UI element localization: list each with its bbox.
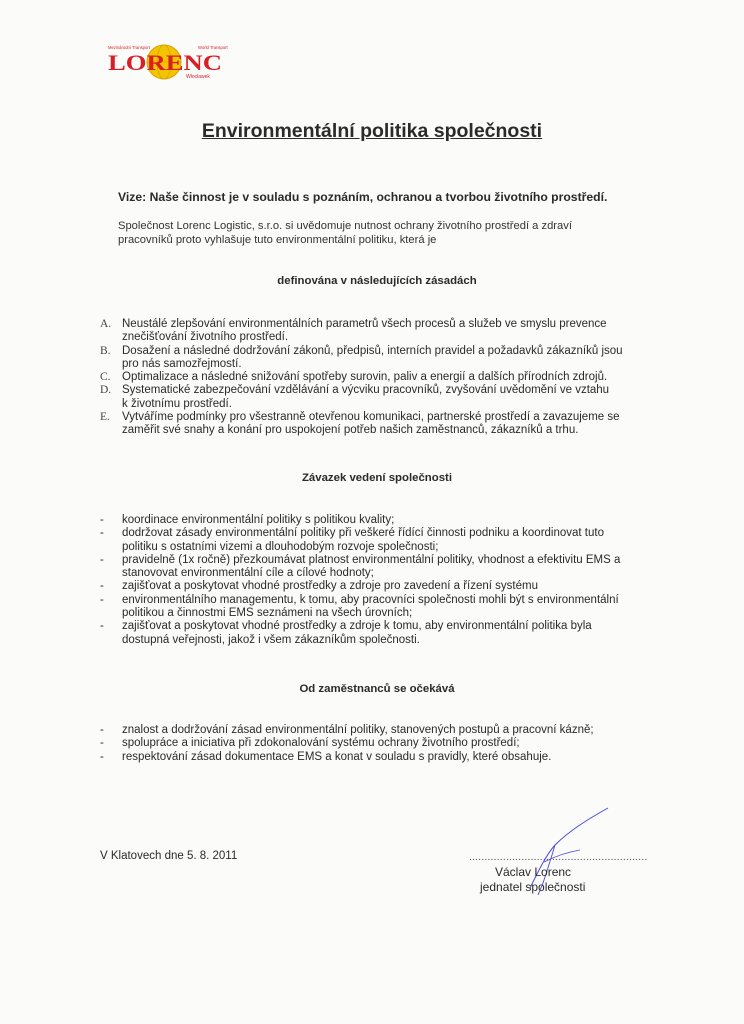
list-item-line: spolupráce a iniciativa při zdokonalování systému ochrany životního prostředí; <box>122 737 520 750</box>
logo-city: Włocławek <box>186 74 210 80</box>
list-marker: B. <box>100 344 111 357</box>
list-item-text <box>122 514 660 527</box>
signer-role: jednatel společnosti <box>480 880 586 894</box>
list-item-line: zaměřit své snahy a konání pro uspokojení potřeb našich zaměstnanců, zákazníků a trhu. <box>122 424 579 437</box>
intro-line: pracovníků proto vyhlašuje tuto environmentální politiku, která je <box>118 234 437 246</box>
list-item-line: znalost a dodržování zásad environmentální politiky, stanovených postupů a pracovní kázně; <box>122 724 594 736</box>
list-item-text <box>122 554 660 581</box>
list-item <box>100 384 660 411</box>
list-item-text <box>122 620 660 647</box>
document-title: Environmentální politika společnosti <box>201 120 543 142</box>
intro-line: Společnost Lorenc Logistic, s.r.o. si uvědomuje nutnost ochrany životního prostředí a zdraví <box>118 220 572 232</box>
logo-tag-left: Mezinárodní Transport <box>108 45 150 50</box>
section-heading-principles: definována v následujících zásadách <box>277 275 477 287</box>
list-item-text <box>122 751 660 764</box>
list-item-line: dodržovat zásady environmentální politiky při veškeré řídící činnosti podniku a koordinovat tuto <box>122 527 604 540</box>
list-item-text <box>122 371 660 384</box>
list-item <box>100 411 660 438</box>
list-item-text <box>122 580 660 593</box>
list-item <box>100 737 660 750</box>
list-item <box>100 371 660 384</box>
list-item-line: environmentálního managementu, k tomu, aby pracovníci společnosti mohli být s environmentální <box>122 593 619 606</box>
list-marker: - <box>100 620 104 633</box>
list-item-line: stanovovat environmentální cíle a cílové hodnoty; <box>122 567 374 580</box>
list-marker: - <box>100 593 104 606</box>
intro-paragraph <box>118 219 638 247</box>
list-marker: A. <box>100 318 112 330</box>
list-item-line: respektování zásad dokumentace EMS a konat v souladu s pravidly, které obsahuje. <box>122 750 552 763</box>
list-item-line: zajišťovat a poskytovat vhodné prostředky a zdroje k tomu, aby environmentální politika byla <box>122 620 592 633</box>
list-item-line: Neustálé zlepšování environmentálních parametrů všech procesů a služeb ve smyslu prevence <box>122 318 607 330</box>
list-item <box>100 751 660 764</box>
place-and-date: V Klatovech dne 5. 8. 2011 <box>100 850 238 862</box>
list-item-text <box>122 318 660 345</box>
list-marker: - <box>100 514 104 526</box>
list-item-text <box>122 737 660 750</box>
list-item <box>100 345 660 372</box>
list-item-text <box>122 724 660 737</box>
list-marker: C. <box>100 371 111 384</box>
vision-statement: Vize: Naše činnost je v souladu s poznáním, ochranou a tvorbou životního prostředí. <box>118 190 608 204</box>
list-item-line: Systematické zabezpečování vzdělávání a výcviku pracovníků, zvyšování uvědomění ve vztahu <box>122 384 610 397</box>
list-item-line: Optimalizace a následné snižování spotřeby surovin, paliv a energií a dalších přírodních zdrojů. <box>122 371 608 384</box>
list-marker: E. <box>100 411 110 424</box>
management-commitments-list <box>100 514 660 647</box>
list-item-text <box>122 345 660 372</box>
principles-list <box>100 318 660 438</box>
logo-brand: LORENC <box>108 50 222 75</box>
list-item-text <box>122 527 660 554</box>
list-item-line: Dosažení a následné dodržování zákonů, předpisů, interních pravidel a požadavků zákazníků jsou <box>122 344 623 357</box>
section-heading-employees: Od zaměstnanců se očekává <box>299 683 455 695</box>
list-item <box>100 318 660 345</box>
list-marker: D. <box>100 384 112 397</box>
company-logo <box>104 40 234 84</box>
list-item <box>100 527 660 554</box>
list-item-line: pro nás samozřejmostí. <box>122 357 242 370</box>
list-item-line: politiku s ostatními vizemi a dlouhodobým rozvoje společnosti; <box>122 540 439 553</box>
list-marker: - <box>100 527 104 540</box>
list-item <box>100 594 660 621</box>
signature-line: .......................................................... <box>469 852 648 863</box>
list-item-line: k životnímu prostředí. <box>122 397 232 410</box>
employee-expectations-list <box>100 724 660 764</box>
list-item-text <box>122 594 660 621</box>
signer-name: Václav Lorenc <box>495 865 572 879</box>
list-item-text <box>122 384 660 411</box>
list-item <box>100 514 660 527</box>
list-item-line: zajišťovat a poskytovat vhodné prostředky a zdroje pro zavedení a řízení systému <box>122 580 538 593</box>
list-item-line: dostupná veřejnosti, jakož i všem zákazníkům společnosti. <box>122 633 420 646</box>
list-item-text <box>122 411 660 438</box>
list-item-line: koordinace environmentální politiky s politikou kvality; <box>122 514 395 526</box>
list-marker: - <box>100 580 104 593</box>
list-item-line: Vytváříme podmínky pro všestranně otevřenou komunikaci, partnerské prostředí a zavazujeme se <box>122 411 620 424</box>
list-item-line: znečišťování životního prostředí. <box>122 331 289 344</box>
list-marker: - <box>100 724 104 736</box>
list-item <box>100 554 660 581</box>
list-marker: - <box>100 750 104 763</box>
list-item <box>100 724 660 737</box>
list-item-line: politikou a činnostmi EMS seznámeni na všech úrovních; <box>122 607 413 620</box>
list-marker: - <box>100 737 104 750</box>
list-item <box>100 620 660 647</box>
logo-tag-right: World Transport <box>198 45 228 50</box>
section-heading-management: Závazek vedení společnosti <box>301 472 453 484</box>
list-item <box>100 580 660 593</box>
list-item-line: pravidelně (1x ročně) přezkoumávat platnost environmentální politiky, vhodnost a efektivitu EMS a <box>122 553 621 566</box>
list-marker: - <box>100 553 104 566</box>
